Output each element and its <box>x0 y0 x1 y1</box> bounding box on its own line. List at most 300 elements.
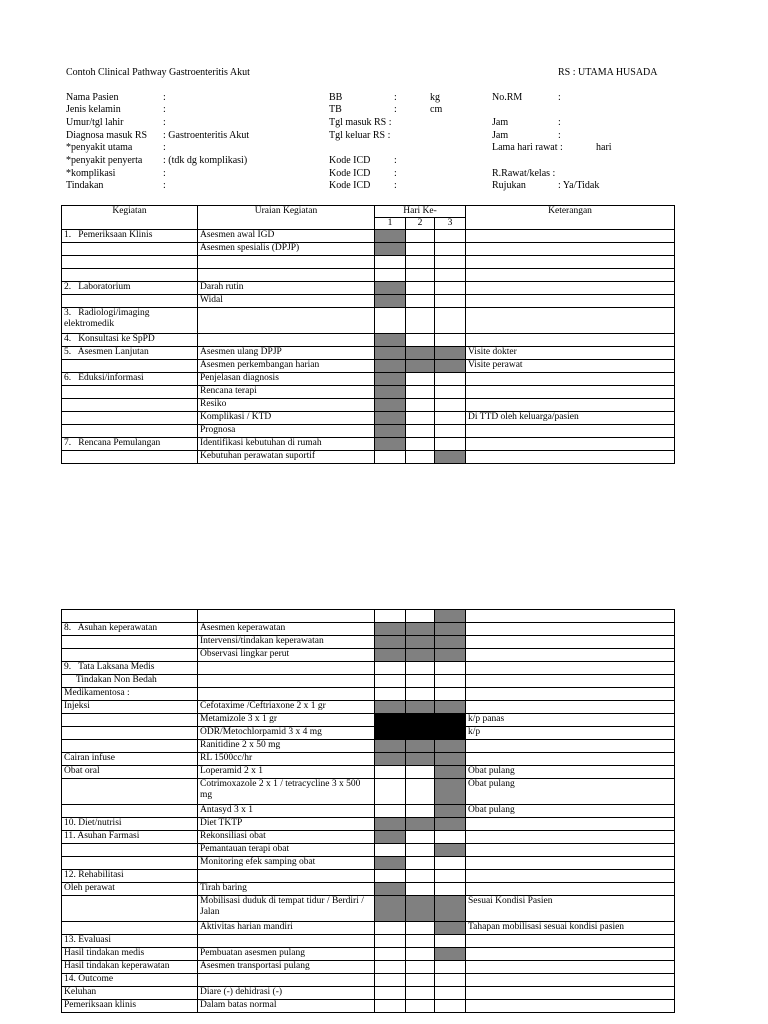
kegiatan-cell: 11. Asuhan Farmasi <box>62 831 198 844</box>
kegiatan-cell: Obat oral <box>62 766 198 779</box>
uraian-cell: Asesmen spesialis (DPJP) <box>198 243 375 256</box>
day-1-cell <box>375 649 406 662</box>
day-2-cell <box>406 412 435 425</box>
day-3-cell <box>435 870 466 883</box>
day-3-cell <box>435 386 466 399</box>
kegiatan-cell: 10. Diet/nutrisi <box>62 818 198 831</box>
kegiatan-cell: Hasil tindakan medis <box>62 948 198 961</box>
table-row <box>62 256 675 269</box>
day-1-cell <box>375 610 406 623</box>
table-row <box>62 961 675 974</box>
kegiatan-cell <box>62 399 198 412</box>
uraian-cell: Intervensi/tindakan keperawatan <box>198 636 375 649</box>
day-3-cell <box>435 948 466 961</box>
day-1-cell <box>375 688 406 701</box>
kegiatan-cell <box>62 451 198 464</box>
patient-field-label: Lama hari rawat : <box>492 142 563 153</box>
kegiatan-cell: 12. Rehabilitasi <box>62 870 198 883</box>
kegiatan-cell: Cairan infuse <box>62 753 198 766</box>
uraian-cell: ODR/Metochlorpamid 3 x 4 mg <box>198 727 375 740</box>
day-1-cell <box>375 857 406 870</box>
table-row <box>62 623 675 636</box>
day-1-cell <box>375 662 406 675</box>
day-3-cell <box>435 334 466 347</box>
day-3-cell <box>435 295 466 308</box>
patient-field-label: Tgl masuk RS : <box>329 117 392 128</box>
day-2-cell <box>406 282 435 295</box>
patient-field-label: *penyakit utama <box>66 142 133 153</box>
uraian-cell <box>198 308 375 334</box>
day-3-cell <box>435 373 466 386</box>
uraian-cell: Asesmen perkembangan harian <box>198 360 375 373</box>
day-3-cell <box>435 623 466 636</box>
day-3-cell <box>435 883 466 896</box>
day-3-cell <box>435 256 466 269</box>
kegiatan-cell: Oleh perawat <box>62 883 198 896</box>
day-2-cell <box>406 805 435 818</box>
keterangan-cell <box>466 987 675 1000</box>
patient-field-value: : <box>163 92 166 103</box>
kegiatan-cell <box>62 740 198 753</box>
day-2-cell <box>406 857 435 870</box>
patient-field-label: Rujukan <box>492 180 526 191</box>
day-2-cell <box>406 386 435 399</box>
day-1-cell <box>375 727 406 740</box>
table-row <box>62 818 675 831</box>
day-3-cell <box>435 451 466 464</box>
header-hari: Hari Ke- <box>375 206 466 218</box>
keterangan-cell <box>466 334 675 347</box>
uraian-cell: Cotrimoxazole 2 x 1 / tetracycline 3 x 500 mg <box>198 779 375 805</box>
keterangan-cell <box>466 243 675 256</box>
kegiatan-cell <box>62 425 198 438</box>
day-2-cell <box>406 818 435 831</box>
keterangan-cell <box>466 386 675 399</box>
day-2-cell <box>406 831 435 844</box>
table-row <box>62 230 675 243</box>
patient-field-value: : (tdk dg komplikasi) <box>163 155 248 166</box>
table-row <box>62 935 675 948</box>
patient-field-value: : Ya/Tidak <box>558 180 600 191</box>
keterangan-cell <box>466 623 675 636</box>
day-1-cell <box>375 922 406 935</box>
day-1-cell <box>375 844 406 857</box>
keterangan-cell: Tahapan mobilisasi sesuai kondisi pasien <box>466 922 675 935</box>
day-2-cell <box>406 295 435 308</box>
day-3-cell <box>435 922 466 935</box>
patient-field-label: *komplikasi <box>66 168 116 179</box>
uraian-cell: Identifikasi kebutuhan di rumah <box>198 438 375 451</box>
day-2-cell <box>406 636 435 649</box>
patient-field-sep: : <box>394 155 397 166</box>
table-row <box>62 948 675 961</box>
day-2-cell <box>406 701 435 714</box>
day-3-cell <box>435 243 466 256</box>
day-1-cell <box>375 425 406 438</box>
header-day-2: 2 <box>406 218 435 230</box>
day-2-cell <box>406 753 435 766</box>
kegiatan-cell: Medikamentosa : <box>62 688 198 701</box>
day-3-cell <box>435 714 466 727</box>
uraian-cell: Prognosa <box>198 425 375 438</box>
patient-field-value: : <box>558 92 561 103</box>
day-1-cell <box>375 896 406 922</box>
kegiatan-cell: Keluhan <box>62 987 198 1000</box>
day-1-cell <box>375 623 406 636</box>
day-3-cell <box>435 360 466 373</box>
day-2-cell <box>406 740 435 753</box>
patient-field-label: Kode ICD <box>329 168 371 179</box>
patient-field-label: Tindakan <box>66 180 104 191</box>
table-row <box>62 766 675 779</box>
table-row <box>62 870 675 883</box>
keterangan-cell: k/p panas <box>466 714 675 727</box>
day-2-cell <box>406 308 435 334</box>
kegiatan-cell <box>62 857 198 870</box>
day-3-cell <box>435 1000 466 1013</box>
uraian-cell <box>198 935 375 948</box>
kegiatan-cell <box>62 269 198 282</box>
day-3-cell <box>435 438 466 451</box>
table-row <box>62 649 675 662</box>
kegiatan-cell <box>62 714 198 727</box>
day-3-cell <box>435 857 466 870</box>
uraian-cell: Aktivitas harian mandiri <box>198 922 375 935</box>
day-1-cell <box>375 961 406 974</box>
table-row <box>62 701 675 714</box>
table-row <box>62 451 675 464</box>
keterangan-cell <box>466 295 675 308</box>
day-3-cell <box>435 649 466 662</box>
day-3-cell <box>435 896 466 922</box>
day-1-cell <box>375 766 406 779</box>
patient-field-label: Jam <box>492 117 509 128</box>
day-1-cell <box>375 386 406 399</box>
keterangan-cell <box>466 269 675 282</box>
table-row <box>62 675 675 688</box>
day-2-cell <box>406 256 435 269</box>
day-3-cell <box>435 766 466 779</box>
day-1-cell <box>375 269 406 282</box>
day-2-cell <box>406 347 435 360</box>
keterangan-cell <box>466 935 675 948</box>
patient-field-label: Umur/tgl lahir <box>66 117 124 128</box>
uraian-cell: Penjelasan diagnosis <box>198 373 375 386</box>
day-2-cell <box>406 974 435 987</box>
day-2-cell <box>406 779 435 805</box>
uraian-cell: RL 1500cc/hr <box>198 753 375 766</box>
uraian-cell: Widal <box>198 295 375 308</box>
day-2-cell <box>406 662 435 675</box>
table-row <box>62 308 675 334</box>
uraian-cell: Komplikasi / KTD <box>198 412 375 425</box>
day-1-cell <box>375 818 406 831</box>
day-1-cell <box>375 948 406 961</box>
day-3-cell <box>435 610 466 623</box>
day-3-cell <box>435 844 466 857</box>
uraian-cell: Ranitidine 2 x 50 mg <box>198 740 375 753</box>
keterangan-cell <box>466 1000 675 1013</box>
keterangan-cell <box>466 818 675 831</box>
kegiatan-cell <box>62 256 198 269</box>
header-uraian: Uraian Kegiatan <box>198 206 375 230</box>
document-title: Contoh Clinical Pathway Gastroenteritis Akut <box>66 67 250 78</box>
day-2-cell <box>406 610 435 623</box>
kegiatan-cell: 13. Evaluasi <box>62 935 198 948</box>
day-2-cell <box>406 360 435 373</box>
table-row <box>62 282 675 295</box>
day-2-cell <box>406 649 435 662</box>
day-2-cell <box>406 230 435 243</box>
table-row <box>62 662 675 675</box>
kegiatan-cell <box>62 896 198 922</box>
patient-field-label: BB <box>329 92 343 103</box>
patient-field-sep: : <box>394 104 397 115</box>
uraian-cell: Rencana terapi <box>198 386 375 399</box>
kegiatan-cell: 4. Konsultasi ke SpPD <box>62 334 198 347</box>
day-2-cell <box>406 688 435 701</box>
patient-field-sep: : <box>394 92 397 103</box>
patient-field-unit: cm <box>430 104 443 115</box>
keterangan-cell <box>466 308 675 334</box>
uraian-cell <box>198 675 375 688</box>
patient-field-label: R.Rawat/kelas : <box>492 168 556 179</box>
kegiatan-cell <box>62 360 198 373</box>
header-keterangan: Keterangan <box>466 206 675 230</box>
kegiatan-cell: 9. Tata Laksana Medis <box>62 662 198 675</box>
day-1-cell <box>375 740 406 753</box>
keterangan-cell <box>466 636 675 649</box>
keterangan-cell <box>466 662 675 675</box>
day-3-cell <box>435 805 466 818</box>
uraian-cell: Pemantauan terapi obat <box>198 844 375 857</box>
day-2-cell <box>406 438 435 451</box>
day-2-cell <box>406 896 435 922</box>
day-1-cell <box>375 675 406 688</box>
kegiatan-cell: 7. Rencana Pemulangan <box>62 438 198 451</box>
kegiatan-cell <box>62 805 198 818</box>
kegiatan-cell: 3. Radiologi/imaging elektromedik <box>62 308 198 334</box>
day-1-cell <box>375 987 406 1000</box>
uraian-cell: Asesmen ulang DPJP <box>198 347 375 360</box>
patient-field-value: hari <box>596 142 612 153</box>
table-row <box>62 883 675 896</box>
keterangan-cell <box>466 438 675 451</box>
day-2-cell <box>406 714 435 727</box>
keterangan-cell <box>466 451 675 464</box>
patient-field-value: : <box>163 168 166 179</box>
day-3-cell <box>435 935 466 948</box>
keterangan-cell: Obat pulang <box>466 766 675 779</box>
uraian-cell: Kebutuhan perawatan suportif <box>198 451 375 464</box>
uraian-cell: Rekonsiliasi obat <box>198 831 375 844</box>
uraian-cell: Metamizole 3 x 1 gr <box>198 714 375 727</box>
patient-field-label: Jenis kelamin <box>66 104 121 115</box>
day-3-cell <box>435 412 466 425</box>
day-1-cell <box>375 831 406 844</box>
day-2-cell <box>406 948 435 961</box>
keterangan-cell <box>466 373 675 386</box>
patient-field-label: No.RM <box>492 92 523 103</box>
kegiatan-cell <box>62 412 198 425</box>
table-row <box>62 373 675 386</box>
day-3-cell <box>435 675 466 688</box>
day-2-cell <box>406 373 435 386</box>
table-row <box>62 896 675 922</box>
table-row <box>62 779 675 805</box>
keterangan-cell: Visite perawat <box>466 360 675 373</box>
day-2-cell <box>406 870 435 883</box>
day-2-cell <box>406 727 435 740</box>
kegiatan-cell: 8. Asuhan keperawatan <box>62 623 198 636</box>
keterangan-cell <box>466 610 675 623</box>
keterangan-cell <box>466 857 675 870</box>
day-1-cell <box>375 373 406 386</box>
day-2-cell <box>406 243 435 256</box>
day-3-cell <box>435 740 466 753</box>
day-3-cell <box>435 701 466 714</box>
patient-field-sep: : <box>394 180 397 191</box>
keterangan-cell <box>466 649 675 662</box>
day-3-cell <box>435 347 466 360</box>
table-row <box>62 347 675 360</box>
day-1-cell <box>375 256 406 269</box>
day-1-cell <box>375 974 406 987</box>
kegiatan-cell <box>62 295 198 308</box>
uraian-cell <box>198 334 375 347</box>
keterangan-cell: Obat pulang <box>466 805 675 818</box>
table-row <box>62 714 675 727</box>
kegiatan-cell: Hasil tindakan keperawatan <box>62 961 198 974</box>
patient-field-value: : <box>558 130 561 141</box>
kegiatan-cell: 2. Laboratorium <box>62 282 198 295</box>
header-day-3: 3 <box>435 218 466 230</box>
patient-field-label: Diagnosa masuk RS <box>66 130 148 141</box>
kegiatan-cell: 14. Outcome <box>62 974 198 987</box>
day-1-cell <box>375 360 406 373</box>
day-1-cell <box>375 399 406 412</box>
uraian-cell: Diet TKTP <box>198 818 375 831</box>
table-row <box>62 412 675 425</box>
day-3-cell <box>435 818 466 831</box>
keterangan-cell <box>466 701 675 714</box>
day-2-cell <box>406 844 435 857</box>
day-1-cell <box>375 753 406 766</box>
kegiatan-cell <box>62 844 198 857</box>
day-1-cell <box>375 935 406 948</box>
keterangan-cell <box>466 740 675 753</box>
day-1-cell <box>375 282 406 295</box>
keterangan-cell <box>466 883 675 896</box>
keterangan-cell <box>466 230 675 243</box>
table-row <box>62 399 675 412</box>
uraian-cell <box>198 610 375 623</box>
day-3-cell <box>435 831 466 844</box>
day-3-cell <box>435 974 466 987</box>
day-2-cell <box>406 1000 435 1013</box>
keterangan-cell: Visite dokter <box>466 347 675 360</box>
keterangan-cell: Obat pulang <box>466 779 675 805</box>
patient-field-value: : <box>163 104 166 115</box>
day-3-cell <box>435 727 466 740</box>
day-2-cell <box>406 269 435 282</box>
keterangan-cell <box>466 399 675 412</box>
day-3-cell <box>435 688 466 701</box>
uraian-cell <box>198 662 375 675</box>
uraian-cell: Monitoring efek samping obat <box>198 857 375 870</box>
day-1-cell <box>375 308 406 334</box>
table-row <box>62 857 675 870</box>
patient-field-label: Nama Pasien <box>66 92 119 103</box>
day-1-cell <box>375 805 406 818</box>
table-row <box>62 334 675 347</box>
day-1-cell <box>375 334 406 347</box>
day-1-cell <box>375 701 406 714</box>
clinical-pathway-table-1 <box>61 205 675 464</box>
day-3-cell <box>435 753 466 766</box>
table-row <box>62 753 675 766</box>
day-2-cell <box>406 922 435 935</box>
day-2-cell <box>406 883 435 896</box>
day-3-cell <box>435 961 466 974</box>
day-1-cell <box>375 1000 406 1013</box>
keterangan-cell <box>466 753 675 766</box>
kegiatan-cell <box>62 386 198 399</box>
table-row <box>62 805 675 818</box>
kegiatan-cell <box>62 636 198 649</box>
uraian-cell <box>198 688 375 701</box>
keterangan-cell <box>466 688 675 701</box>
kegiatan-cell <box>62 727 198 740</box>
kegiatan-cell: Pemeriksaan klinis <box>62 1000 198 1013</box>
patient-field-unit: kg <box>430 92 440 103</box>
day-2-cell <box>406 675 435 688</box>
uraian-cell: Pembuatan asesmen pulang <box>198 948 375 961</box>
keterangan-cell <box>466 675 675 688</box>
day-1-cell <box>375 714 406 727</box>
day-2-cell <box>406 334 435 347</box>
kegiatan-cell: Injeksi <box>62 701 198 714</box>
day-3-cell <box>435 662 466 675</box>
table-row <box>62 386 675 399</box>
keterangan-cell <box>466 256 675 269</box>
kegiatan-cell <box>62 243 198 256</box>
uraian-cell: Antasyd 3 x 1 <box>198 805 375 818</box>
patient-field-label: TB <box>329 104 342 115</box>
table-row <box>62 831 675 844</box>
day-3-cell <box>435 636 466 649</box>
uraian-cell: Asesmen awal IGD <box>198 230 375 243</box>
kegiatan-cell: 6. Eduksi/informasi <box>62 373 198 386</box>
uraian-cell <box>198 269 375 282</box>
patient-field-label: Jam <box>492 130 509 141</box>
keterangan-cell: Sesuai Kondisi Pasien <box>466 896 675 922</box>
kegiatan-cell <box>62 779 198 805</box>
day-2-cell <box>406 987 435 1000</box>
uraian-cell: Asesmen transportasi pulang <box>198 961 375 974</box>
patient-field-value: : <box>163 180 166 191</box>
day-2-cell <box>406 935 435 948</box>
keterangan-cell: k/p <box>466 727 675 740</box>
uraian-cell: Asesmen keperawatan <box>198 623 375 636</box>
kegiatan-cell: Tindakan Non Bedah <box>62 675 198 688</box>
table-row <box>62 688 675 701</box>
table-row <box>62 243 675 256</box>
uraian-cell <box>198 974 375 987</box>
table-row <box>62 636 675 649</box>
kegiatan-cell <box>62 649 198 662</box>
clinical-pathway-table-2 <box>61 609 675 1013</box>
